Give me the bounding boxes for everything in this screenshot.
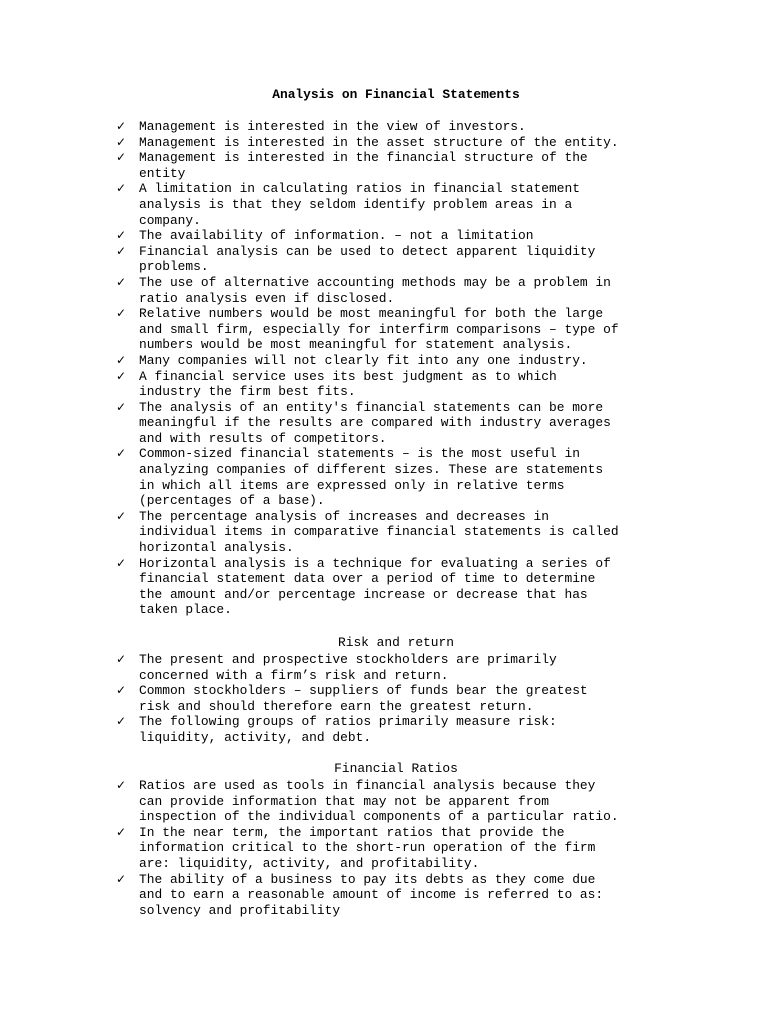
checkmark-icon: ✓	[116, 352, 127, 367]
checkmark-icon: ✓	[116, 399, 127, 414]
list-item	[116, 275, 686, 306]
list-item-text: Common stockholders – suppliers of funds bear the greatest risk and should therefore earn the greatest return.	[139, 683, 588, 714]
list-item-text: The use of alternative accounting methods may be a problem in ratio analysis even if disclosed.	[139, 274, 611, 306]
list-item-text: A financial service uses its best judgment as to which industry the firm best fits.	[139, 368, 557, 400]
list-item-text: Common-sized financial statements – is the most useful in analyzing companies of different sizes. These are statements in which all items are expressed only in relative terms (percentages of a base).	[139, 446, 604, 509]
checkmark-icon: ✓	[116, 683, 127, 698]
section-general	[116, 119, 686, 618]
list-item-text: In the near term, the important ratios that provide the information critical to the short-run operation of the firm are: liquidity, activity, and profitability.	[139, 824, 596, 871]
list-item-text: The analysis of an entity's financial statements can be more meaningful if the results are compared with industry averages and with results of competitors.	[139, 399, 611, 446]
list-item	[116, 652, 686, 683]
list-item-text: Management is interested in the asset structure of the entity.	[139, 134, 619, 150]
list-item-text: Ratios are used as tools in financial analysis because they can provide information that may not be apparent from inspection of the individual components of a particular ratio.	[139, 778, 619, 825]
list-item	[116, 446, 686, 508]
checkmark-icon: ✓	[116, 508, 127, 523]
list-item-text: The present and prospective stockholders are primarily concerned with a firm’s risk and return.	[139, 652, 557, 683]
list-item-text: The availability of information. – not a limitation	[139, 228, 534, 244]
checkmark-icon: ✓	[116, 134, 127, 149]
list-item	[116, 509, 686, 556]
list-item-text: The following groups of ratios primarily measure risk: liquidity, activity, and debt.	[139, 714, 557, 745]
list-item	[116, 714, 686, 745]
list-item-text: The ability of a business to pay its debts as they come due and to earn a reasonable amount of income is referred to as: solvency and profitability	[139, 871, 604, 918]
checkmark-icon: ✓	[116, 824, 127, 839]
list-item-text: Horizontal analysis is a technique for evaluating a series of financial statement data over a period of time to determine the amount and/or percentage increase or decrease that has taken place.	[139, 555, 611, 618]
section-heading-financial-ratios: Financial Ratios	[334, 761, 458, 776]
checkmark-icon: ✓	[116, 119, 127, 133]
list-item	[116, 778, 686, 825]
list-item	[116, 353, 686, 369]
list-item	[116, 228, 686, 244]
checkmark-icon: ✓	[116, 243, 127, 258]
list-item	[116, 825, 686, 872]
list-item-text: The percentage analysis of increases and decreases in individual items in comparative financial statements is called horizontal analysis.	[139, 508, 619, 556]
list-item	[116, 306, 686, 353]
list-item	[116, 181, 686, 228]
list-item-text: Relative numbers would be most meaningful for both the large and small firm, especially for interfirm comparisons – type of numbers would be most meaningful for statement analysis.	[139, 306, 619, 353]
list-item	[116, 556, 686, 618]
list-item	[116, 150, 686, 181]
checkmark-icon: ✓	[116, 871, 127, 886]
checkmark-icon: ✓	[116, 778, 127, 792]
list-item-text: Management is interested in the financial structure of the entity	[139, 150, 588, 181]
list-item	[116, 135, 686, 151]
list-item-text: Many companies will not clearly fit into any one industry.	[139, 352, 588, 368]
list-item	[116, 119, 686, 135]
list-item-text: Management is interested in the view of investors.	[139, 119, 526, 134]
section-risk-and-return	[116, 652, 686, 746]
list-item	[116, 244, 686, 275]
list-item-text: Financial analysis can be used to detect apparent liquidity problems.	[139, 243, 596, 275]
checkmark-icon: ✓	[116, 228, 127, 243]
list-item	[116, 369, 686, 400]
list-item	[116, 683, 686, 714]
checkmark-icon: ✓	[116, 368, 127, 383]
section-heading-risk-and-return: Risk and return	[337, 635, 455, 650]
checkmark-icon: ✓	[116, 150, 127, 165]
document-title: Analysis on Financial Statements	[272, 87, 520, 102]
checkmark-icon: ✓	[116, 555, 127, 570]
list-item-text: A limitation in calculating ratios in financial statement analysis is that they seldom identify problem areas in a company.	[139, 181, 580, 228]
checkmark-icon: ✓	[116, 714, 127, 729]
checkmark-icon: ✓	[116, 306, 127, 321]
checkmark-icon: ✓	[116, 274, 127, 289]
checkmark-icon: ✓	[116, 181, 127, 196]
section-financial-ratios	[116, 778, 686, 918]
list-item	[116, 400, 686, 447]
list-item	[116, 872, 686, 919]
checkmark-icon: ✓	[116, 652, 127, 666]
checkmark-icon: ✓	[116, 446, 127, 461]
